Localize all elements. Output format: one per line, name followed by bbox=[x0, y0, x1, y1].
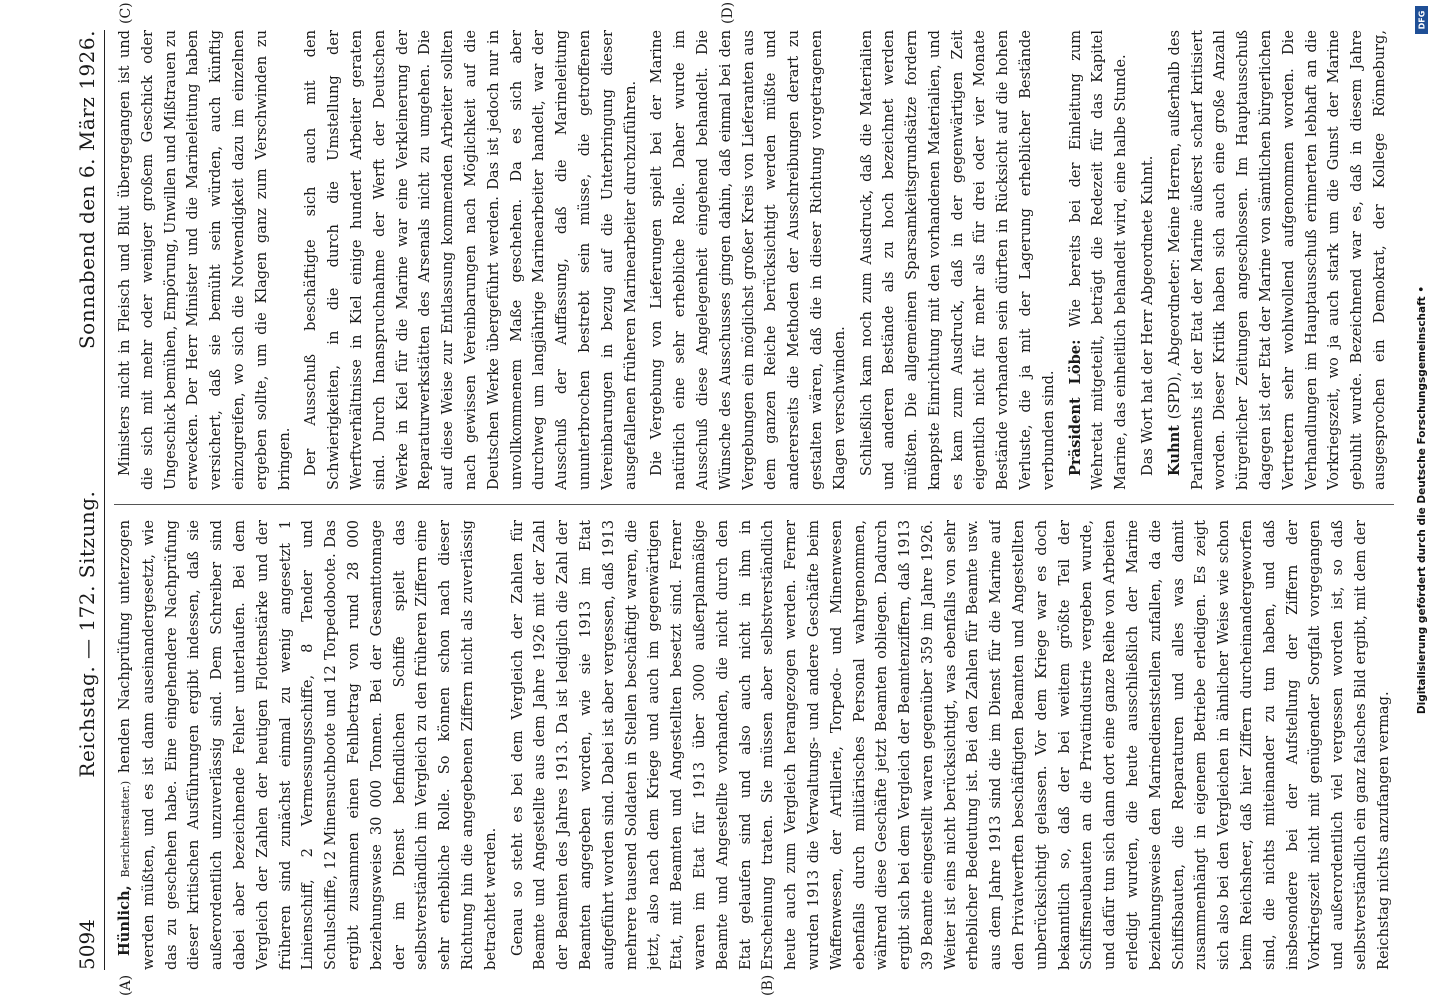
paragraph bbox=[300, 30, 642, 490]
paragraph bbox=[114, 30, 296, 490]
paragraph-text: Ministers nicht in Fleisch und Blut übergegangen ist und die sich mit mehr oder weniger großem Geschick oder Ungeschick bemühen, Empörung, Unwillen und Mißtrauen zu erwecken. Der Herr Minister und die Marineleitung haben versichert, daß sie bemüht sein würden, auch künftig einzugreifen, wo sich die Notwendigkeit dazu im einzelnen ergeben sollte, um die Klagen ganz zum Verschwinden zu bringen. bbox=[116, 30, 293, 490]
paragraph bbox=[114, 520, 503, 970]
digitization-credit bbox=[1412, 0, 1432, 1000]
rotated-newspaper-page bbox=[60, 0, 1410, 1000]
paragraph-text: henden Nachprüfung unterzogen werden müßten, und es ist dann auseinandergesetzt, wie das zu geschehen habe. Eine eingehendere Nachprüfung dieser kritischen Ausführungen ergibt indessen, daß sie außerordentlich unzuverlässig sind. Dem Schreiber sind dabei aber bezeichnende Fehler unterlaufen. Bei dem Vergleich der Zahlen der heutigen Flottenstärke und der früheren sind zunächst einmal zu wenig angesetzt 1 Linienschiff, 2 Vermessungsschiffe, 8 Tender und Schulschiffe, 12 Minensuchboote und 12 Torpedoboote. Das ergibt zusammen einen Fehlbetrag von rund 28 000 beziehungsweise 30 000 Tonnen. Bei der Gesamttonnage der im Dienst befindlichen Schiffe spielt das selbstverständlich im Vergleich zu den früheren Ziffern eine sehr erhebliche Rolle. So können schon nach dieser Richtung hin die angegebenen Ziffern nicht als zuverlässig betrachtet werden. bbox=[116, 520, 499, 970]
paragraph bbox=[507, 520, 1394, 970]
speaker-attribution: Berichterstatter.) bbox=[119, 780, 132, 878]
paragraph-text: Das Wort hat der Herr Abgeordnete Kuhnt. bbox=[1139, 155, 1157, 476]
credit-text: Digitalisierung gefördert durch die Deutsche Forschungsgemeinschaft • bbox=[1416, 285, 1428, 715]
paragraph-text: Der Ausschuß beschäftigte sich auch mit den Schwierigkeiten, in die durch die Umstellung der Werftverhältnisse in Kiel einige hundert Arbeiter geraten sind. Durch Inanspruchnahme der Werft der Deutschen Werke in Kiel für die Marine war eine Verkleinerung der Reparaturwerkstätten des Arsenals nicht zu umgehen. Die auf diese Weise zur Entlassung kommenden Arbeiter sollten nach gewissen Vereinbarungen nach Möglichkeit auf die Deutschen Werke übergeführt werden. Das ist jedoch nur in unvollkommenem Maße geschehen. Da es sich aber durchweg um langjährige Marinearbeiter handelt, war der Ausschuß der Auffassung, daß die Marineleitung ununterbrochen bestrebt sein müsse, die getroffenen Vereinbarungen in bezug auf die Unterbringung dieser ausgefallenen früheren Marinearbeiter durchzuführen. bbox=[302, 30, 639, 490]
speaker-name: Hünlich, bbox=[116, 885, 133, 956]
speaker-name: Kuhnt bbox=[1165, 425, 1183, 476]
session-title: Reichstag. — 172. Sitzung. bbox=[75, 490, 99, 778]
column-divider bbox=[114, 504, 1394, 505]
paragraph-text: Meine Herren, außerhalb des Parlaments ist der Etat der Marine äußerst scharf kritisiert worden. Dieser Kritik haben sich auch eine große Anzahl bürgerlicher Zeitungen angeschlossen. Im Hauptausschuß dagegen ist der Etat der Marine von sämtlichen bürgerlichen Vertretern sehr wohlwollend aufgenommen worden. Die Verhandlungen im Hauptausschuß erinnerten lebhaft an die Vorkriegszeit, wo ja auch stark um die Gunst der Marine gebuhlt wurde. Bezeichnend war es, daß in diesem Jahre ausgesprochen ein Demokrat, der Kollege Rönneburg, bbox=[1165, 30, 1389, 490]
paragraph-text: Wie bereits bei der Einleitung zum Wehretat mitgeteilt, beträgt die Redezeit für das Kapitel Marine, das einheitlich behandelt wird, eine halbe Stunde. bbox=[1066, 30, 1130, 490]
left-column bbox=[114, 520, 1394, 970]
paragraph bbox=[856, 30, 1061, 490]
paragraph bbox=[1065, 30, 1133, 490]
page-header bbox=[70, 30, 105, 970]
margin-letter-d: (D) bbox=[720, 1, 736, 24]
speaker-attribution: (SPD), Abgeordneter: bbox=[1165, 258, 1183, 420]
paragraph bbox=[646, 30, 851, 490]
page-date: Sonnabend den 6. März 1926. bbox=[75, 30, 99, 350]
margin-letter-c: (C) bbox=[118, 2, 134, 24]
speaker-name: Präsident Löbe: bbox=[1066, 339, 1084, 476]
paragraph-text: Schließlich kam noch zum Ausdruck, daß die Materialien und anderen Bestände als zu hoch bezeichnet werden müßten. Die allgemeinen Sparsamkeitsgrundsätze fordern knappste Einrichtung mit den vorhandenen Materialien, und es kam zum Ausdruck, daß in der gegenwärtigen Zeit eigentlich nicht für mehr als für drei oder vier Monate Bestände vorhanden sein dürften in Rücksicht auf die hohen Verluste, die ja mit der Lagerung erheblicher Bestände verbunden sind. bbox=[857, 30, 1057, 490]
margin-letter-b: (B) bbox=[760, 974, 776, 996]
page-number: 5094 bbox=[75, 919, 99, 970]
right-column bbox=[114, 30, 1394, 490]
dfg-logo bbox=[1415, 6, 1428, 34]
paragraph bbox=[1164, 30, 1394, 490]
paragraph-text: Genau so steht es bei dem Vergleich der Zahlen für Beamte und Angestellte aus dem Jahre 1926 mit der Zahl der Beamten des Jahres 1913. Da ist lediglich die Zahl der Beamten angegeben worden, wie sie 1913 im Etat aufgeführt worden sind. Dabei ist aber vergessen, daß 1913 mehrere tausend Soldaten in Stellen beschäftigt waren, die jetzt, also nach dem Kriege und auch im gegenwärtigen Etat, mit Beamten und Angestellten besetzt sind. Ferner waren im Etat für 1913 über 3000 außerplanmäßige Beamte und Angestellte vorhanden, die nicht durch den Etat gelaufen sind und also auch nicht in ihm in Erscheinung traten. Sie müssen aber selbstverständlich heute auch zum Vergleich herangezogen werden. Ferner wurden 1913 die Verwaltungs- und andere Geschäfte beim Waffenwesen, der Artillerie, Torpedo- und Minenwesen ebenfalls durch militärisches Personal wahrgenommen, während diese Geschäfte jetzt Beamten obliegen. Dadurch ergibt sich bei dem Vergleich der Beamtenziffern, daß 1913 39 Beamte eingestellt waren gegenüber 359 im Jahre 1926. Weiter ist eins nicht berücksichtigt, was ebenfalls von sehr erheblicher Bedeutung ist. Bei den Zahlen für Beamte usw. aus dem Jahre 1913 sind die im Dienst für die Marine auf den Privatwerften beschäftigten Beamten und Angestellten unberücksichtigt gelassen. Vor dem Kriege war es doch bekanntlich so, daß der bei weitem größte Teil der Schiffsneubauten an die Privatindustrie vergeben wurde, und dafür tun sich dann dort eine ganze Reihe von Arbeiten erledigt wurden, die heute ausschließlich der Marine beziehungsweise den Marinedienststellen zufallen, da die Schiffsbauten, die Reparaturen und alles was damit zusammenhängt in eigenem Betriebe erledigen. Es zeigt sich also bei den Vergleichen in ähnlicher Weise wie schon beim Reichsheer, daß hier Ziffern durcheinandergeworfen sind, die nichts miteinander zu tun haben, und daß insbesondere bei der Aufstellung der Ziffern der Vorkriegszeit nicht mit genügender Sorgfalt vorgegangen und außerordentlich viel vergessen worden ist, so daß selbstverständlich ein ganz falsches Bild ergibt, mit dem der Reichstag nichts anzufangen vermag. bbox=[508, 520, 1392, 970]
margin-letter-a: (A) bbox=[118, 974, 134, 996]
paragraph-text: Die Vergebung von Lieferungen spielt bei der Marine natürlich eine sehr erhebliche Rolle. Daher wurde im Ausschuß diese Angelegenheit eingehend behandelt. Die Wünsche des Ausschusses gingen dahin, daß einmal bei den Vergebungen ein möglichst großer Kreis von Lieferanten aus dem ganzen Reiche berücksichtigt werden müßte und andererseits die Methoden der Ausschreibungen derart zu gestalten wären, daß die in dieser Richtung vorgetragenen Klagen verschwinden. bbox=[648, 30, 848, 490]
dfg-logo-text: DFG bbox=[1417, 10, 1426, 30]
paragraph bbox=[1137, 30, 1160, 490]
